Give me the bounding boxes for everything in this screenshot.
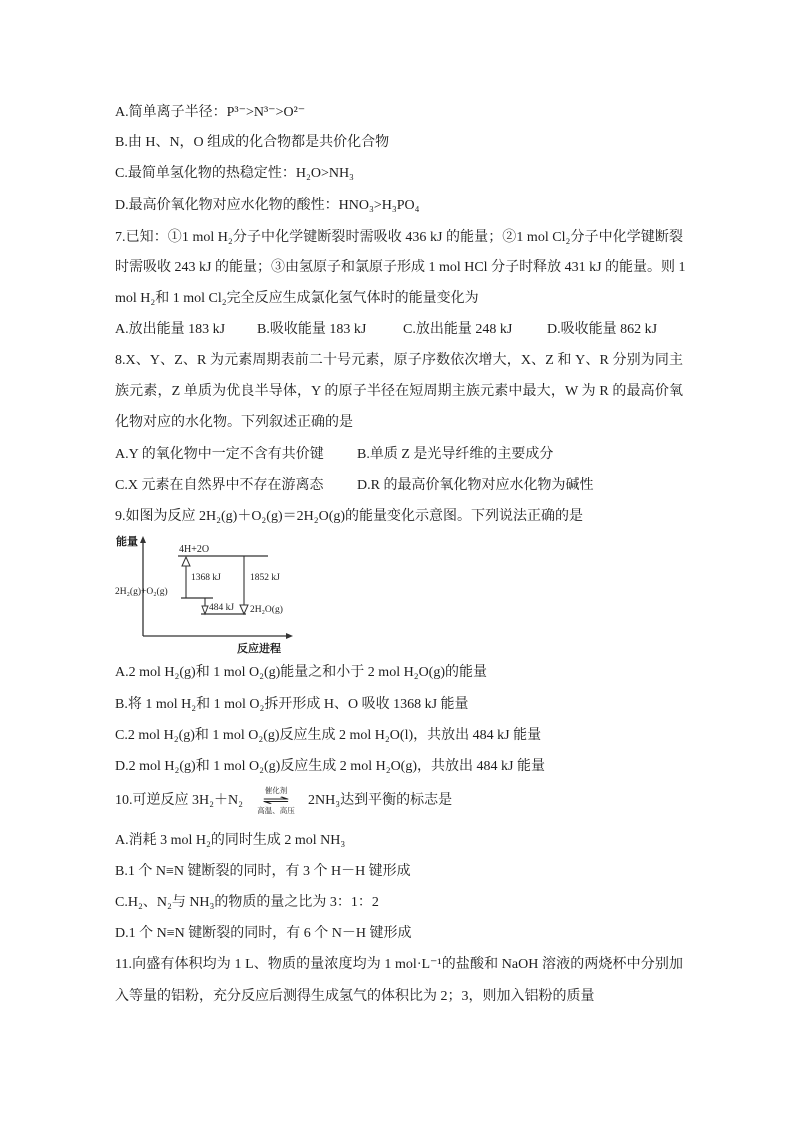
q10-option-c: C.H₂、N₂与 NH₃的物质的量之比为 3：1：2 — [115, 895, 379, 910]
q7-stem-line-1: 7.已知：①1 mol H₂分子中化学键断裂时需吸收 436 kJ 的能量；②1 mol Cl₂分子中化学键断裂 — [115, 230, 683, 245]
q10-option-b: B.1 个 N≡N 键断裂的同时，有 3 个 H－H 键形成 — [115, 864, 411, 879]
q8-stem-line-2: 族元素，Z 单质为优良半导体，Y 的原子半径在短周期主族元素中最大，W 为 R 的最高价氧 — [115, 384, 683, 399]
q7-option-a: A.放出能量 183 kJ — [115, 322, 226, 337]
q10-stem-prefix: 10.可逆反应 3H₂＋N₂ — [115, 793, 243, 808]
q8-stem-line-3: 化物对应的水化物。下列叙述正确的是 — [115, 415, 353, 430]
up-arrow-icon — [182, 557, 190, 566]
down-arrow-icon — [240, 605, 248, 614]
q9-option-d: D.2 mol H₂(g)和 1 mol O₂(g)反应生成 2 mol H₂O(g)，共放出 484 kJ 能量 — [115, 759, 545, 774]
q6-option-b: B.由 H、N，O 组成的化合物都是共价化合物 — [115, 135, 390, 150]
q7-option-d: D.吸收能量 862 kJ — [547, 322, 658, 337]
q9-stem: 9.如图为反应 2H₂(g)＋O₂(g)＝2H₂O(g)的能量变化示意图。下列说法正确的是 — [115, 509, 584, 524]
q8-option-d: D.R 的最高价氧化物对应水化物为碱性 — [357, 478, 594, 493]
q11-stem-line-1: 11.向盛有体积均为 1 L、物质的量浓度均为 1 mol·L⁻¹的盐酸和 NaOH 溶液的两烧杯中分别加 — [115, 957, 683, 972]
reactants-label: 2H₂(g)+O₂(g) — [115, 587, 168, 597]
q8-option-c: C.X 元素在自然界中不存在游离态 — [115, 478, 324, 493]
q8-option-b: B.单质 Z 是光导纤维的主要成分 — [357, 447, 554, 462]
absorb-energy-label: 1368 kJ — [191, 573, 221, 583]
q6-option-d: D.最高价氧化物对应水化物的酸性：HNO₃>H₃PO₄ — [115, 198, 420, 213]
q10-stem-suffix: 2NH₃达到平衡的标志是 — [307, 793, 453, 808]
reversible-arrow-icon: ⇌ — [261, 793, 291, 808]
q10-option-a: A.消耗 3 mol H₂的同时生成 2 mol NH₃ — [115, 833, 346, 848]
product-label: 2H₂O(g) — [250, 605, 283, 615]
q10-stem — [115, 785, 452, 817]
q7-option-c: C.放出能量 248 kJ — [403, 322, 513, 337]
q8-option-a: A.Y 的氧化物中一定不含有共价键 — [115, 447, 324, 462]
q11-stem-line-2: 入等量的铝粉，充分反应后测得生成氢气的体积比为 2；3，则加入铝粉的质量 — [115, 989, 595, 1004]
q7-stem-line-2: 时需吸收 243 kJ 的能量；③由氢原子和氯原子形成 1 mol HCl 分子时释放 431 kJ 的能量。则 1 — [115, 260, 686, 275]
net-energy-label: 484 kJ — [209, 603, 235, 613]
q9-option-c: C.2 mol H₂(g)和 1 mol O₂(g)反应生成 2 mol H₂O(l)，共放出 484 kJ 能量 — [115, 728, 542, 743]
condition-label: 高温、高压 — [257, 806, 295, 816]
q8-stem-line-1: 8.X、Y、Z、R 为元素周期表前二十号元素，原子序数依次增大，X、Z 和 Y、R 分别为同主 — [115, 353, 683, 368]
q6-option-a: A.简单离子半径：P³⁻>N³⁻>O²⁻ — [115, 105, 306, 120]
small-down-arrow-icon — [202, 606, 208, 614]
top-level-label: 4H+2O — [179, 544, 210, 555]
energy-diagram — [113, 532, 303, 657]
release-energy-label: 1852 kJ — [250, 573, 280, 583]
q10-option-d: D.1 个 N≡N 键断裂的同时，有 6 个 N－H 键形成 — [115, 926, 412, 941]
catalyst-label: 催化剂 — [264, 786, 288, 796]
q6-option-c: C.最简单氢化物的热稳定性：H₂O>NH₃ — [115, 166, 354, 181]
q7-stem-line-3: mol H₂和 1 mol Cl₂完全反应生成氯化氢气体时的能量变化为 — [115, 291, 479, 306]
x-axis-arrow-icon — [286, 633, 293, 639]
q7-option-b: B.吸收能量 183 kJ — [257, 322, 367, 337]
y-axis-arrow-icon — [140, 536, 146, 543]
q9-option-b: B.将 1 mol H₂和 1 mol O₂拆开形成 H、O 吸收 1368 kJ 能量 — [115, 697, 469, 712]
q9-option-a: A.2 mol H₂(g)和 1 mol O₂(g)能量之和小于 2 mol H₂O(g)的能量 — [115, 665, 488, 680]
y-axis-label: 能量 — [116, 535, 138, 548]
reaction-condition — [247, 786, 305, 815]
x-axis-label: 反应进程 — [237, 642, 281, 655]
